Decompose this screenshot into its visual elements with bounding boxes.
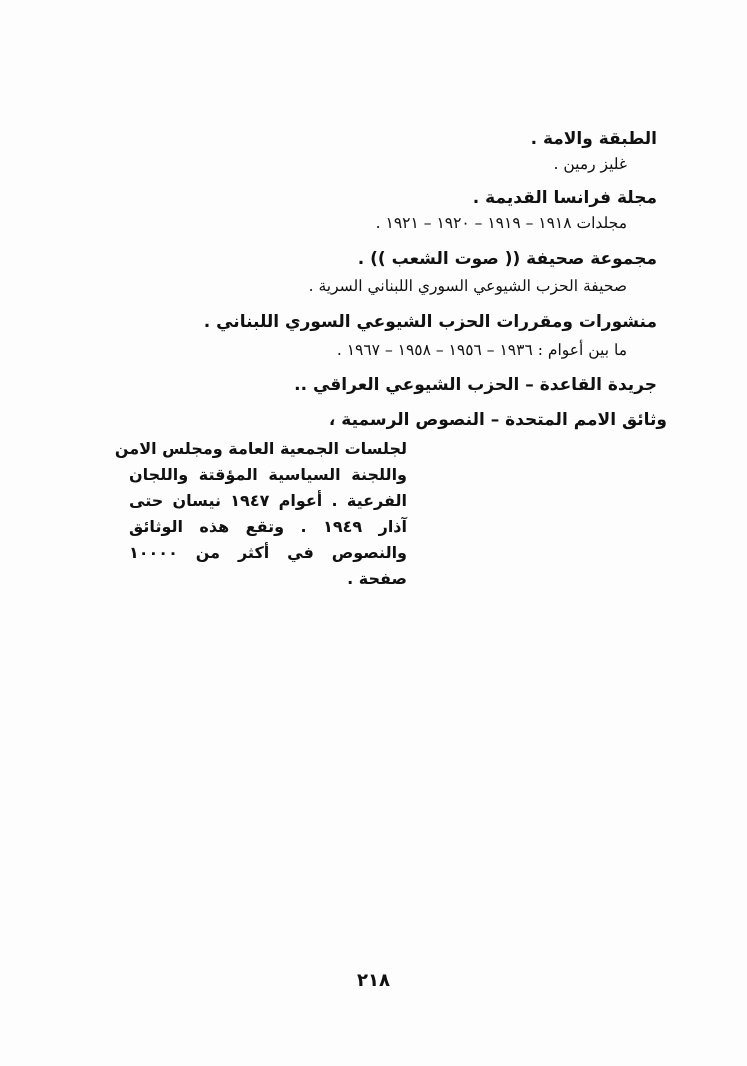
entry-newspaper-description: صحيفة الحزب الشيوعي السوري اللبناني السرية . — [308, 277, 627, 295]
entry-title-qaeda-newspaper: جريدة القاعدة – الحزب الشيوعي العراقي .. — [294, 375, 657, 395]
entry-title-class-and-nation: الطبقة والامة . — [530, 129, 657, 149]
entry-title-newspaper-collection: مجموعة صحيفة (( صوت الشعب )) . — [357, 249, 657, 269]
details-line: الفرعية . أعوام ١٩٤٧ نيسان حتى — [129, 491, 408, 510]
entry-title-un-documents: وثائق الامم المتحدة – النصوص الرسمية ، — [328, 410, 667, 430]
details-line: صفحة . — [347, 569, 407, 588]
entry-years: ما بين أعوام : ١٩٣٦ – ١٩٥٦ – ١٩٥٨ – ١٩٦٧ . — [336, 341, 627, 359]
entry-volumes: مجلدات ١٩١٨ – ١٩١٩ – ١٩٢٠ – ١٩٢١ . — [375, 214, 627, 232]
un-documents-details — [114, 436, 408, 592]
entry-title-magazine: مجلة فرانسا القديمة . — [472, 188, 657, 208]
details-line: والنصوص في أكثر من ١٠٠٠٠ — [129, 543, 407, 562]
details-line: واللجنة السياسية المؤقتة واللجان — [129, 465, 407, 484]
entry-title-party-publications: منشورات ومقررات الحزب الشيوعي السوري اللبناني . — [203, 312, 657, 332]
details-line: لجلسات الجمعية العامة ومجلس الامن — [114, 439, 407, 458]
entry-author: غليز رمين . — [553, 155, 627, 173]
details-line: آذار ١٩٤٩ . وتقع هذه الوثائق — [129, 517, 407, 536]
page-number: ٢١٨ — [357, 970, 390, 991]
